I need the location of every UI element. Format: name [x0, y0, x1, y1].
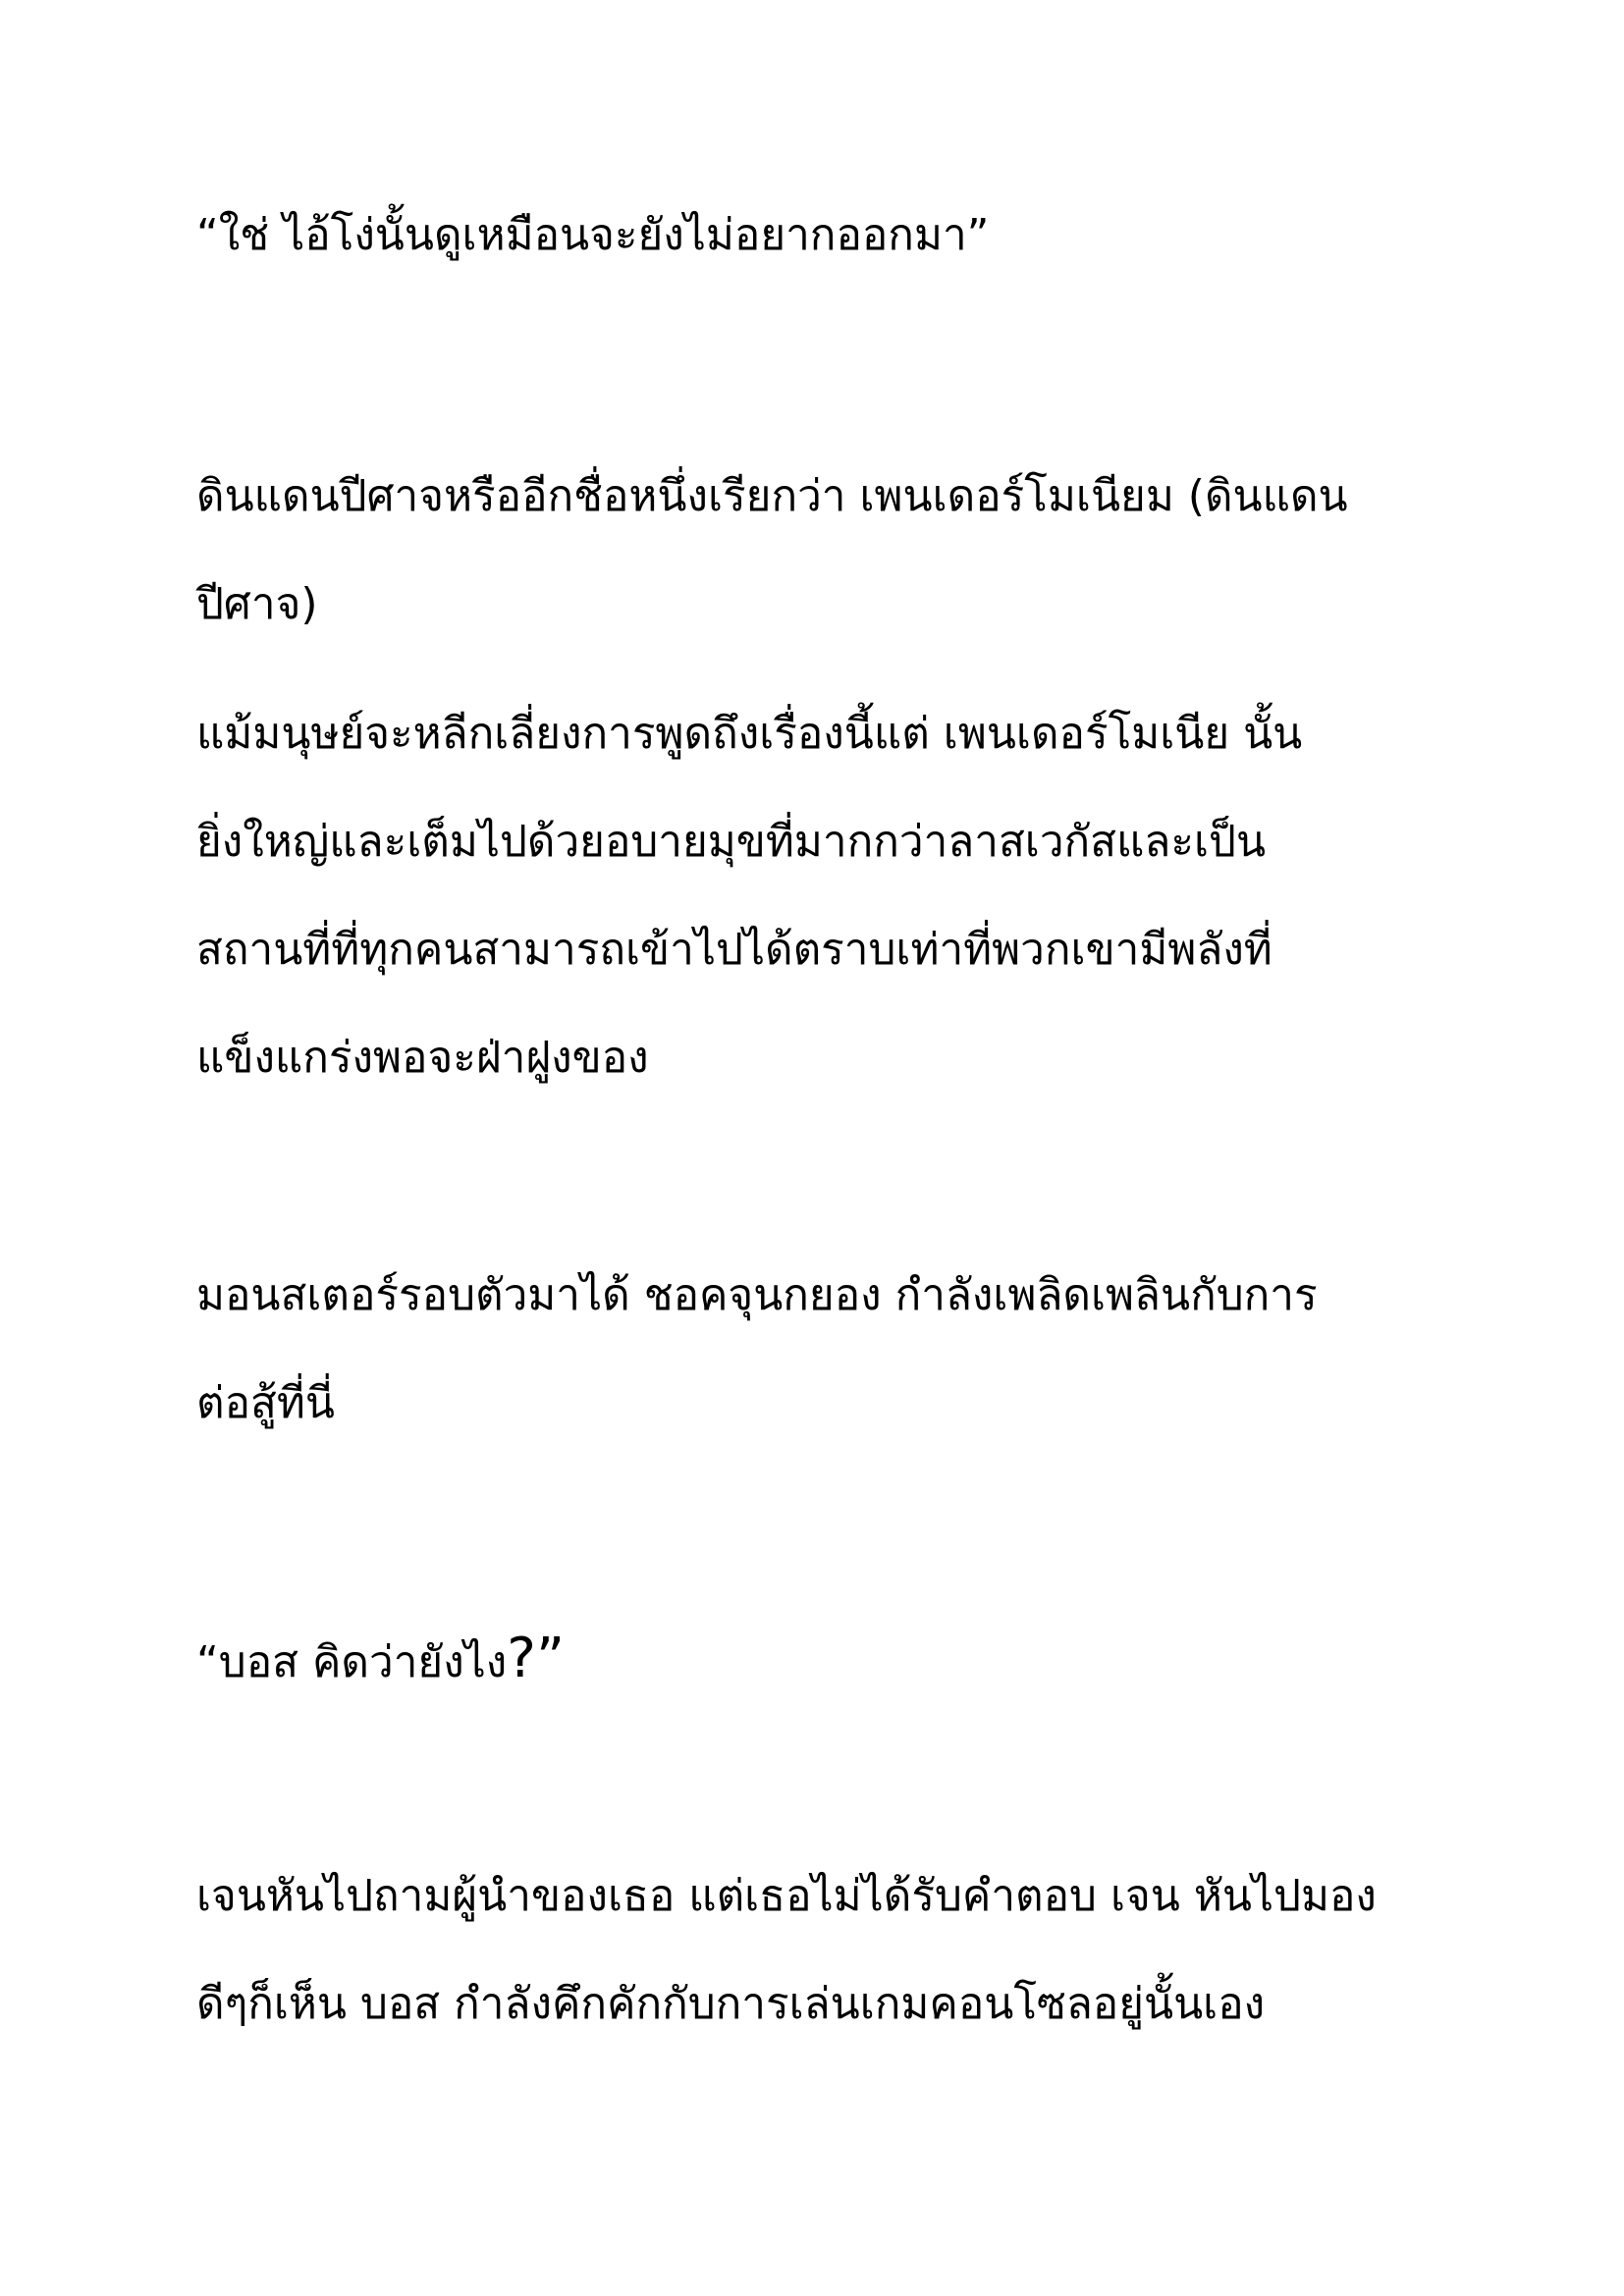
paragraph-3-line-2: ยิ่งใหญ่และเต็มไปด้วยอบายมุขที่มากกว่าลาสเวกัสและเป็น [196, 817, 1267, 867]
paragraph-3-line-1: แม้มนุษย์จะหลีกเลี่ยงการพูดถึงเรื่องนี้แต่ เพนเดอร์โมเนีย นั้น [196, 709, 1303, 759]
paragraph-3-line-4: แข็งแกร่งพอจะฝ่าฝูงของ [196, 1033, 649, 1083]
paragraph-4-line-1: มอนสเตอร์รอบตัวมาได้ ชอคจุนกยอง กำลังเพลิดเพลินกับการ [196, 1270, 1318, 1320]
paragraph-2-line-1: ดินแดนปีศาจหรืออีกชื่อหนึ่งเรียกว่า เพนเดอร์โมเนียม (ดินแดน [196, 471, 1348, 521]
paragraph-6-line-2: ดีๆก็เห็น บอส กำลังคึกคักกับการเล่นเกมคอนโซลอยู่นั้นเอง [196, 1979, 1266, 2029]
paragraph-3-line-3: สถานที่ที่ทุกคนสามารถเข้าไปได้ตราบเท่าที่พวกเขามีพลังที่ [196, 925, 1272, 975]
dialogue-text: “บอส คิดว่ายังไง [196, 1637, 508, 1687]
paragraph-4-line-2: ต่อสู้ที่นี่ [196, 1378, 335, 1428]
question-mark: ?” [507, 1627, 566, 1690]
paragraph-6-line-1: เจนหันไปถามผู้นำของเธอ แต่เธอไม่ได้รับคำตอบ เจน หันไปมอง [196, 1871, 1377, 1921]
dialogue-line-1: “ใช่ ไอ้โง่นั้นดูเหมือนจะยังไม่อยากออกมา” [196, 210, 990, 260]
paragraph-2-line-2: ปีศาจ) [196, 579, 318, 629]
dialogue-line-2 [196, 1629, 1473, 1692]
